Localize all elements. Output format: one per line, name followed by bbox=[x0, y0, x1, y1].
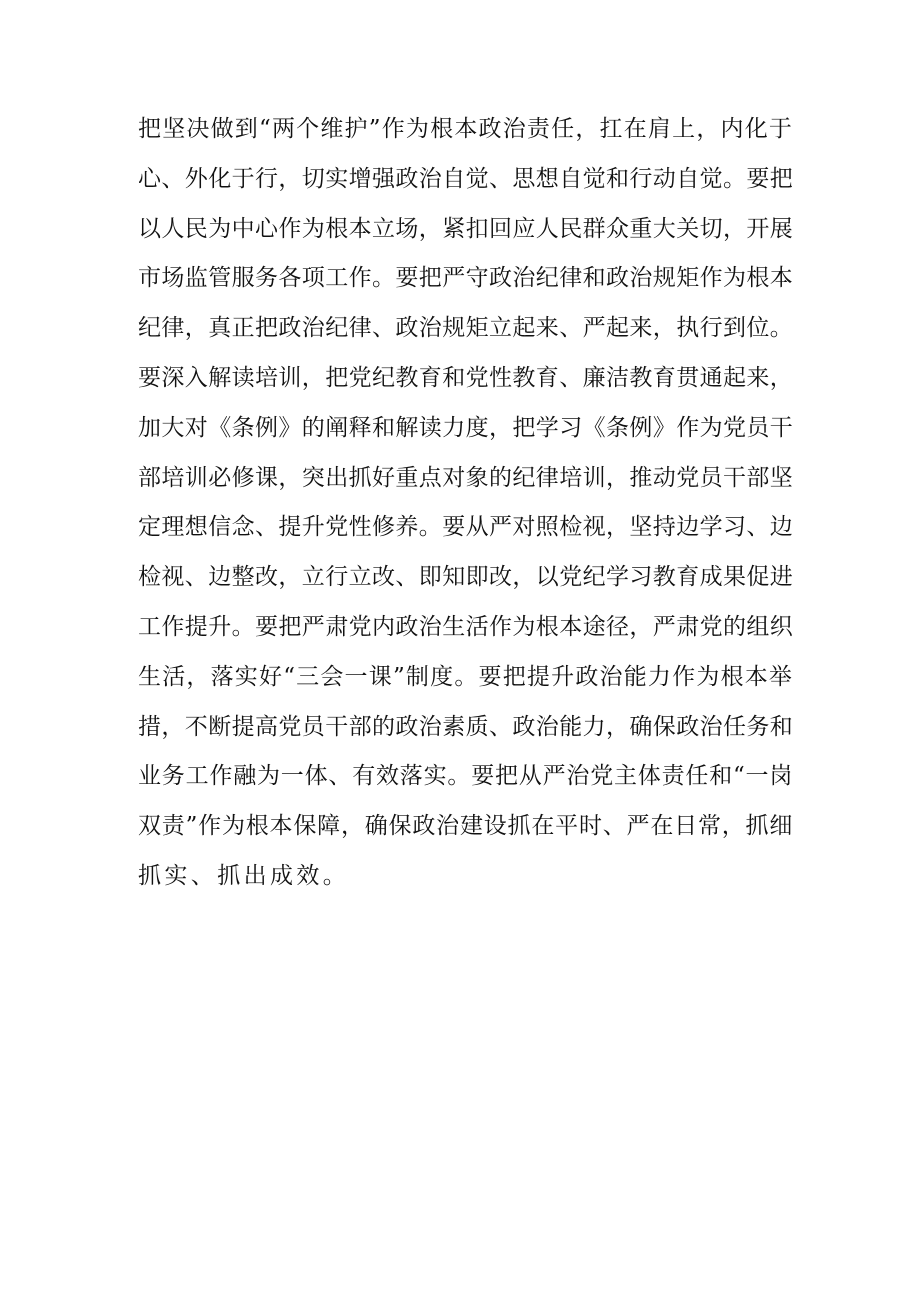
text-line: 市场监管服务各项工作。要把严守政治纪律和政治规矩作为根本 bbox=[138, 265, 794, 292]
text-line: 检视、边整改，立行立改、即知即改，以党纪学习教育成果促进 bbox=[138, 564, 794, 591]
text-line: 生活，落实好“三会一课”制度。要把提升政治能力作为根本举 bbox=[138, 663, 794, 690]
text-line: 双责”作为根本保障，确保政治建设抓在平时、严在日常，抓细 bbox=[138, 813, 794, 840]
text-line: 抓实、抓出成效。 bbox=[138, 862, 350, 889]
body-paragraph bbox=[138, 105, 798, 902]
text-line: 纪律，真正把政治纪律、政治规矩立起来、严起来，执行到位。 bbox=[138, 315, 794, 342]
text-line: 工作提升。要把严肃党内政治生活作为根本途径，严肃党的组织 bbox=[138, 613, 794, 640]
text-line: 以人民为中心作为根本立场，紧扣回应人民群众重大关切，开展 bbox=[138, 215, 794, 242]
text-line: 定理想信念、提升党性修养。要从严对照检视，坚持边学习、边 bbox=[138, 514, 794, 541]
text-line: 措，不断提高党员干部的政治素质、政治能力，确保政治任务和 bbox=[138, 713, 794, 740]
text-line: 心、外化于行，切实增强政治自觉、思想自觉和行动自觉。要把 bbox=[138, 165, 794, 192]
text-line: 要深入解读培训，把党纪教育和党性教育、廉洁教育贯通起来， bbox=[138, 364, 794, 391]
text-line: 加大对《条例》的阐释和解读力度，把学习《条例》作为党员干 bbox=[138, 414, 794, 441]
text-line: 业务工作融为一体、有效落实。要把从严治党主体责任和“一岗 bbox=[138, 763, 794, 790]
text-line: 把坚决做到“两个维护”作为根本政治责任，扛在肩上，内化于 bbox=[138, 116, 794, 142]
text-line: 部培训必修课，突出抓好重点对象的纪律培训，推动党员干部坚 bbox=[138, 464, 794, 491]
